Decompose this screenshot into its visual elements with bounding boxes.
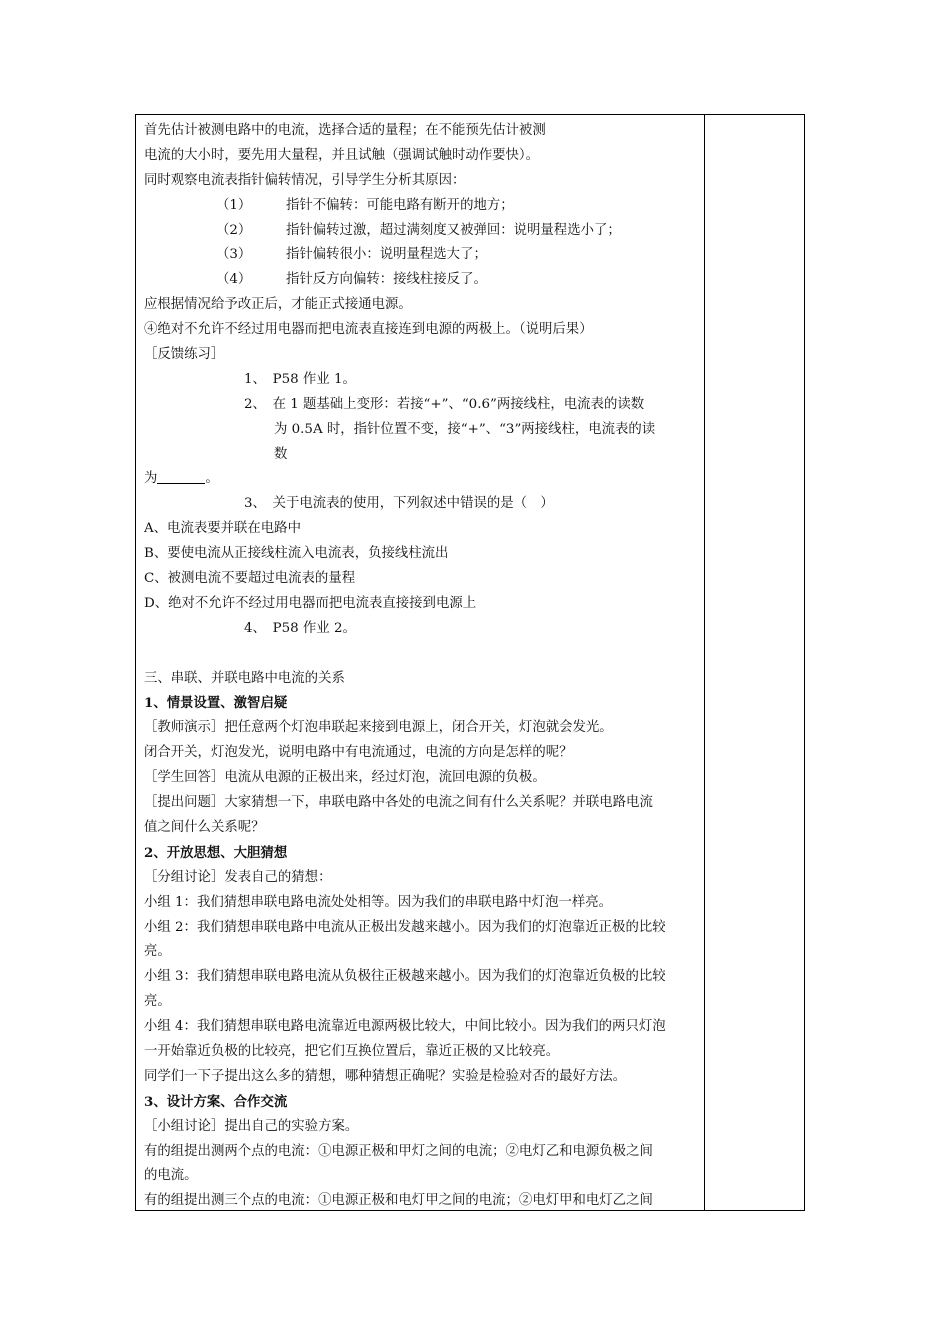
list-item [144, 194, 699, 219]
text-line: 亮。 [144, 944, 171, 960]
choice-option: B、要使电流从正接线柱流入电流表，负接线柱流出 [144, 546, 449, 562]
subsection-heading: 1、情景设置、激智启疑 [144, 695, 288, 712]
text-line: 的电流。 [144, 1168, 198, 1184]
text-line: ④绝对不允许不经过用电器而把电流表直接连到电源的两极上。（说明后果） [144, 322, 593, 338]
lesson-content [144, 119, 699, 1214]
exercise-item: 3、 关于电流表的使用，下列叙述中错误的是（ ） [244, 496, 554, 512]
text-line: 首先估计被测电路中的电流，选择合适的量程；在不能预先估计被测 [144, 123, 546, 138]
lesson-table [135, 114, 805, 1211]
list-item [144, 219, 699, 244]
list-text: 指针反方向偏转：接线柱接反了。 [286, 272, 487, 288]
section-heading: ［反馈练习］ [144, 347, 225, 363]
text-line: 小组 3：我们猜想串联电路电流从负极往正极越来越小。因为我们的灯泡靠近负极的比较 [144, 969, 666, 985]
text-line: 有的组提出测两个点的电流：①电源正极和甲灯之间的电流；②电灯乙和电源负极之间 [144, 1143, 653, 1159]
text-line: 电流的大小时，要先用大量程，并且试触（强调试触时动作要快）。 [144, 147, 540, 163]
exercise-item-continued: 为 0.5A 时，指针位置不变，接“+”、“3”两接线柱，电流表的读 [274, 421, 656, 437]
choice-option: A、电流表要并联在电路中 [144, 521, 301, 537]
text-line: ［学生回答］电流从电源的正极出来，经过灯泡，流回电源的负极。 [144, 770, 546, 786]
exercise-item-continued: 数 [274, 446, 288, 462]
text-line: 有的组提出测三个点的电流：①电源正极和电灯甲之间的电流；②电灯甲和电灯乙之间 [144, 1193, 653, 1209]
column-divider [704, 115, 705, 1210]
text-line: 应根据情况给予改正后，才能正式接通电源。 [144, 297, 412, 313]
choice-option: C、被测电流不要超过电流表的量程 [144, 571, 356, 587]
list-number: （2） [216, 222, 252, 238]
section-heading: 三、串联、并联电路中电流的关系 [144, 670, 345, 686]
text-line: 小组 2：我们猜想串联电路中电流从正极出发越来越小。因为我们的灯泡靠近正极的比较 [144, 919, 666, 935]
fill-blank-line [144, 467, 699, 492]
list-text: 指针偏转很小：说明量程选大了； [286, 247, 487, 263]
list-number: （4） [216, 272, 252, 288]
text-line: ［分组讨论］发表自己的猜想： [144, 869, 332, 885]
choice-option: D、绝对不允许不经过用电器而把电流表直接接到电源上 [144, 595, 477, 611]
subsection-heading: 3、设计方案、合作交流 [144, 1093, 288, 1110]
text-line: 小组 4：我们猜想串联电路电流靠近电源两极比较大，中间比较小。因为我们的两只灯泡 [144, 1019, 666, 1035]
text-line: 亮。 [144, 994, 171, 1010]
text-line: 值之间什么关系呢？ [144, 819, 265, 835]
exercise-item: 2、 在 1 题基础上变形：若接“+”、“0.6”两接线柱，电流表的读数 [244, 396, 645, 412]
text-line: ［小组讨论］提出自己的实验方案。 [144, 1118, 359, 1134]
blank-line [144, 642, 699, 667]
fill-blank-suffix: 。 [205, 471, 219, 487]
text-line: 同时观察电流表指针偏转情况，引导学生分析其原因： [144, 172, 466, 188]
text-line: 闭合开关，灯泡发光，说明电路中有电流通过，电流的方向是怎样的呢？ [144, 745, 573, 761]
text-line: 小组 1：我们猜想串联电路电流处处相等。因为我们的串联电路中灯泡一样亮。 [144, 894, 613, 910]
list-text: 指针偏转过激，超过满刻度又被弹回：说明量程选小了； [286, 222, 621, 238]
text-line: 一开始靠近负极的比较亮，把它们互换位置后，靠近正极的又比较亮。 [144, 1043, 560, 1059]
text-line: ［教师演示］把任意两个灯泡串联起来接到电源上，闭合开关，灯泡就会发光。 [144, 720, 613, 736]
list-item [144, 268, 699, 293]
list-number: （1） [216, 197, 252, 213]
text-line: ［提出问题］大家猜想一下，串联电路中各处的电流之间有什么关系呢？并联电路电流 [144, 795, 653, 811]
list-item [144, 243, 699, 268]
subsection-heading: 2、开放思想、大胆猜想 [144, 844, 288, 861]
exercise-item: 4、 P58 作业 2。 [244, 620, 356, 636]
exercise-item: 1、 P58 作业 1。 [244, 371, 356, 387]
list-text: 指针不偏转：可能电路有断开的地方； [286, 197, 514, 213]
fill-blank-prefix: 为 [144, 471, 158, 487]
answer-blank [157, 469, 205, 484]
text-line: 同学们一下子提出这么多的猜想，哪种猜想正确呢？实验是检验对否的最好方法。 [144, 1068, 627, 1084]
list-number: （3） [216, 247, 252, 263]
